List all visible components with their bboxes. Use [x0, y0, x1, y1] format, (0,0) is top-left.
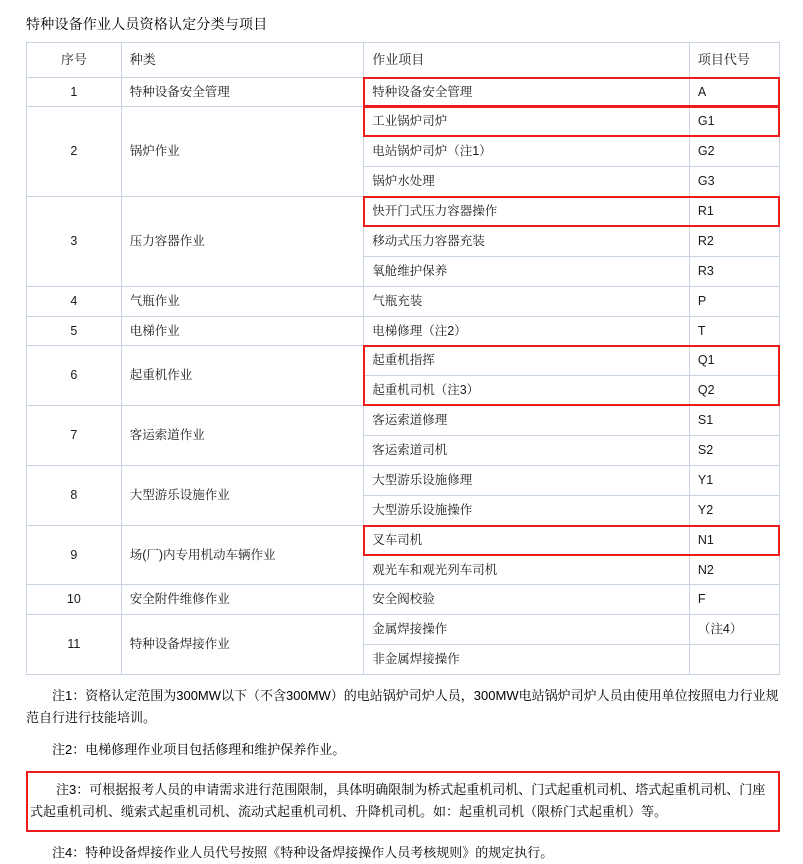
- cell-item: 金属焊接操作: [364, 615, 690, 645]
- column-header-no: 序号: [27, 43, 122, 78]
- cell-item: 安全阀校验: [364, 585, 690, 615]
- column-header-kind: 种类: [121, 43, 364, 78]
- cell-code: Y2: [689, 495, 779, 525]
- cell-kind: 压力容器作业: [121, 197, 364, 287]
- cell-no: 6: [27, 346, 122, 406]
- cell-item: 氧舱维护保养: [364, 256, 690, 286]
- table-body: [27, 77, 780, 675]
- table-row: [27, 197, 780, 227]
- cell-code: G1: [689, 107, 779, 137]
- column-header-item: 作业项目: [364, 43, 690, 78]
- table-row: [27, 465, 780, 495]
- cell-code: S2: [689, 436, 779, 466]
- cell-item: 气瓶充装: [364, 286, 690, 316]
- table-header: [27, 43, 780, 78]
- note-3-text: 注3：可根据报考人员的申请需求进行范围限制，具体明确限制为桥式起重机司机、门式起重机司机、塔式起重机司机、门座式起重机司机、缆索式起重机司机、流动式起重机司机、升降机司机。如：起重机司机（限桥门式起重机）等。: [30, 782, 766, 820]
- cell-no: 11: [27, 615, 122, 675]
- cell-item: 快开门式压力容器操作: [364, 197, 690, 227]
- table-row: [27, 316, 780, 346]
- note-4: 注4：特种设备焊接作业人员代号按照《特种设备焊接操作人员考核规则》的规定执行。: [52, 844, 554, 860]
- table-row: [27, 346, 780, 376]
- cell-code: Y1: [689, 465, 779, 495]
- table-row: [27, 585, 780, 615]
- column-header-code: 项目代号: [689, 43, 779, 78]
- cell-item: 客运索道修理: [364, 406, 690, 436]
- table-row: [27, 406, 780, 436]
- cell-code: R1: [689, 197, 779, 227]
- cell-item: 大型游乐设施操作: [364, 495, 690, 525]
- cell-kind: 特种设备焊接作业: [121, 615, 364, 675]
- cell-code: G3: [689, 167, 779, 197]
- cell-kind: 安全附件维修作业: [121, 585, 364, 615]
- cell-item: 电站锅炉司炉（注1）: [364, 137, 690, 167]
- cell-code: N2: [689, 555, 779, 585]
- table-row: [27, 107, 780, 137]
- cell-item: 大型游乐设施修理: [364, 465, 690, 495]
- cell-no: 1: [27, 77, 122, 107]
- cell-kind: 场(厂)内专用机动车辆作业: [121, 525, 364, 585]
- cell-no: 3: [27, 197, 122, 287]
- cell-kind: 气瓶作业: [121, 286, 364, 316]
- cell-item: 电梯修理（注2）: [364, 316, 690, 346]
- cell-no: 8: [27, 465, 122, 525]
- cell-code: R3: [689, 256, 779, 286]
- cell-item: 客运索道司机: [364, 436, 690, 466]
- cell-kind: 电梯作业: [121, 316, 364, 346]
- cell-code: A: [689, 77, 779, 107]
- cell-no: 7: [27, 406, 122, 466]
- cell-code: [689, 645, 779, 675]
- cell-item: 叉车司机: [364, 525, 690, 555]
- cell-code: S1: [689, 406, 779, 436]
- note-3: [26, 771, 780, 831]
- cell-item: 锅炉水处理: [364, 167, 690, 197]
- table-row: [27, 525, 780, 555]
- cell-item: 工业锅炉司炉: [364, 107, 690, 137]
- cell-item: 非金属焊接操作: [364, 645, 690, 675]
- cell-kind: 大型游乐设施作业: [121, 465, 364, 525]
- cell-no: 5: [27, 316, 122, 346]
- cell-code: T: [689, 316, 779, 346]
- note-2: 注2：电梯修理作业项目包括修理和维护保养作业。: [52, 742, 346, 758]
- note-1: 注1：资格认定范围为300MW以下（不含300MW）的电站锅炉司炉人员，300MW电站锅炉司炉人员由使用单位按照电力行业规范自行进行技能培训。: [26, 688, 779, 726]
- table-row: [27, 615, 780, 645]
- cell-item: 特种设备安全管理: [364, 77, 690, 107]
- cell-item: 起重机指挥: [364, 346, 690, 376]
- cell-code: N1: [689, 525, 779, 555]
- cell-no: 2: [27, 107, 122, 197]
- cell-code: F: [689, 585, 779, 615]
- cell-item: 起重机司机（注3）: [364, 376, 690, 406]
- cell-code: P: [689, 286, 779, 316]
- cell-code: Q1: [689, 346, 779, 376]
- cell-kind: 客运索道作业: [121, 406, 364, 466]
- cell-kind: 起重机作业: [121, 346, 364, 406]
- cell-no: 4: [27, 286, 122, 316]
- page-title: 特种设备作业人员资格认定分类与项目: [26, 16, 268, 32]
- cell-code: （注4）: [689, 615, 779, 645]
- cell-item: 观光车和观光列车司机: [364, 555, 690, 585]
- notes-section: [26, 685, 780, 864]
- cell-item: 移动式压力容器充装: [364, 226, 690, 256]
- table-header-row: [27, 43, 780, 78]
- table-row: [27, 286, 780, 316]
- cell-code: Q2: [689, 376, 779, 406]
- cell-code: R2: [689, 226, 779, 256]
- table-row: [27, 77, 780, 107]
- cell-no: 9: [27, 525, 122, 585]
- qualification-table: [26, 42, 780, 675]
- cell-kind: 特种设备安全管理: [121, 77, 364, 107]
- cell-kind: 锅炉作业: [121, 107, 364, 197]
- cell-no: 10: [27, 585, 122, 615]
- cell-code: G2: [689, 137, 779, 167]
